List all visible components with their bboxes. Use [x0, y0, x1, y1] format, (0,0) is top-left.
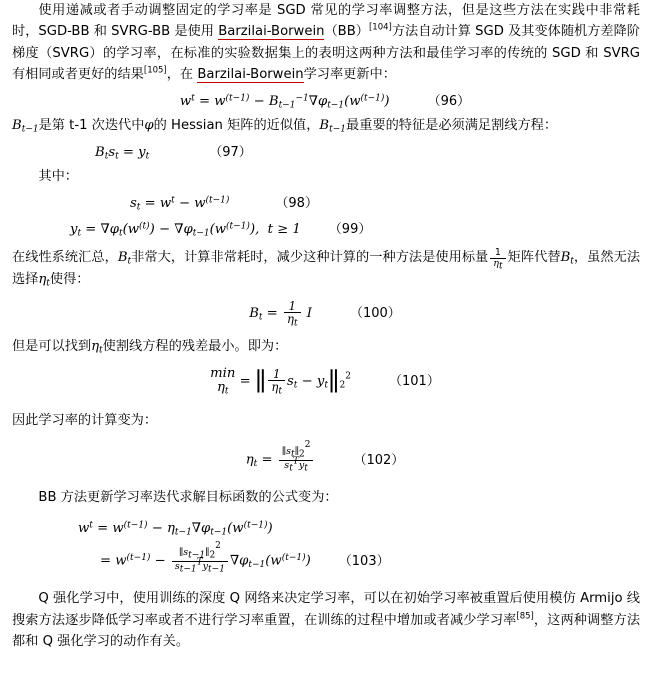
equation-96-number: （96）: [427, 93, 471, 109]
p4-seg1: 在线性系统汇总，: [12, 250, 118, 266]
equation-97: [0, 143, 650, 163]
equation-102-number: （102）: [353, 452, 405, 468]
symbol-b-t-b: $B_t$: [560, 250, 574, 267]
p5-seg1: 但是可以找到: [12, 338, 92, 354]
equation-102: [0, 440, 650, 474]
p2-seg1: 是第 t-1 次迭代中: [38, 118, 145, 134]
link-barzilai-borwein-2[interactable]: Barzilai-Borwein: [197, 67, 304, 83]
symbol-b-t-a: $B_t$: [117, 250, 132, 267]
p1-seg4: ，在: [166, 67, 198, 83]
p3-text: 其中：: [38, 169, 78, 185]
p5-seg2: 使割线方程的残差最小。即为：: [102, 338, 288, 354]
equation-103-line1-body: $w^t = w^{(t-1)} - \eta_{t-1}\nabla\varphi_{t-1}(w^{(t-1)})$: [78, 520, 273, 538]
fraction-one-over-eta-t: $\frac{1}{\eta_t}$: [490, 248, 505, 269]
symbol-eta-t-a: $\eta_t$: [38, 271, 50, 289]
reference-105: [105]: [143, 65, 167, 76]
paragraph-4: [12, 247, 640, 290]
equation-96-body: $w^t = w^{(t-1)} - B_{t-1}^{-1}\nabla\varphi_{t-1}(w^{(t-1)})$: [179, 93, 390, 111]
symbol-b-t-minus-1-a: $B_{t-1}$: [12, 118, 39, 135]
p7-text: BB 方法更新学习率迭代求解目标函数的公式变为：: [38, 490, 338, 506]
p6-text: 因此学习率的计算变为：: [12, 412, 158, 428]
p1-seg2: （BB）: [324, 24, 369, 40]
equation-100-body: $B_t$ = $\frac{1}{\eta_t}$ I: [249, 299, 312, 329]
equation-100-number: （100）: [349, 306, 401, 322]
equation-103-line2-body: = $w^{(t-1)}$ − $\frac{\parallel s_{t-1}\parallel 22}{s_{t-1}^Ty_{t-1}}$ $\nabla\varphi_{t-1}(w^{(t-1)})$: [100, 541, 311, 575]
equation-103-line2: [0, 541, 650, 575]
min-over-eta: min $\eta_t$: [210, 365, 236, 397]
equation-97-body: $B_ts_t = y_t$: [95, 144, 150, 162]
equation-97-number: （97）: [209, 144, 252, 160]
equation-103-line1: [0, 519, 650, 539]
equation-100: [0, 299, 650, 329]
link-barzilai-borwein-1[interactable]: Barzilai-Borwein: [218, 24, 325, 40]
equation-103-number: （103）: [338, 553, 390, 569]
equation-98: [0, 194, 650, 214]
paragraph-2: [12, 115, 640, 136]
paragraph-1: [12, 0, 640, 86]
p4-seg2: 非常大，计算非常耗时，减少这种计算的一种方法是使用标量: [131, 250, 489, 266]
equation-101: [0, 367, 650, 396]
p4-seg4: ，虽然无法选择: [12, 250, 641, 287]
p1-seg1: 使用递减或者手动调整固定的学习率是 SGD 常见的学习率调整方法，但是这些方法在实践中非常耗时，SGD-BB 和 SVRG-BB 是使用: [12, 3, 640, 40]
equation-102-body: $\eta_t$ = $\frac{\parallel s_t\parallel 22}{s_t^Ty_t}$: [246, 441, 316, 471]
paragraph-8: [12, 588, 640, 652]
equation-98-body: $s_t = w^t - w^{(t-1)}$: [130, 195, 230, 213]
p1-seg5: 学习率更新中：: [303, 67, 396, 83]
equation-99: [0, 220, 650, 240]
equation-99-number: （99）: [328, 221, 372, 237]
symbol-b-t-minus-1-b: $B_{t-1}$: [319, 118, 347, 135]
p1-seg3: 方法自动计算 SGD 及其变体随机方差降阶梯度（SVRG）的学习率，在标准的实验数据集上的表明这两种方法和最佳学习率的传统的 SGD 和 SVRG 有相同或者更好的结果: [12, 24, 640, 83]
equation-101-body: min $\eta_t$ = ∥ $\frac{1}{\eta_t}$ $s_t$ − $y_t\parallel_2^2$: [210, 365, 351, 397]
p8-seg2: ，这两种调整方法都和 Q 强化学习的动作有关。: [12, 612, 641, 649]
paragraph-5: [12, 336, 640, 357]
symbol-eta-t-b: $\eta_t$: [91, 338, 103, 356]
reference-85: [85]: [516, 611, 534, 622]
paragraph-6: [12, 410, 640, 431]
equation-101-number: （101）: [389, 373, 440, 389]
paragraph-7: [12, 487, 640, 508]
paragraph-3: [12, 166, 640, 187]
p4-seg3: 矩阵代替: [507, 250, 561, 266]
p8-seg1: Q 强化学习中，使用训练的深度 Q 网络来决定学习率，可以在初始学习率被重置后使用模仿 Armijo 线搜索方法逐步降低学习率或者不进行学习率重置，在训练的过程中增加或者减少学习率: [12, 591, 640, 628]
reference-104: [104]: [368, 22, 392, 33]
equation-99-body: $y_t = \nabla\varphi_t(w^{(t)}) - \nabla\varphi_{t-1}(w^{(t-1)})$, t ≥ 1: [70, 221, 301, 239]
p2-seg2: 的 Hessian 矩阵的近似值，: [153, 118, 320, 134]
p2-seg3: 最重要的特征是必须满足割线方程：: [346, 118, 558, 134]
equation-98-number: （98）: [275, 195, 318, 211]
equation-96: [0, 92, 650, 112]
symbol-phi: φ: [144, 118, 154, 134]
p4-seg5: 使得：: [49, 271, 90, 287]
